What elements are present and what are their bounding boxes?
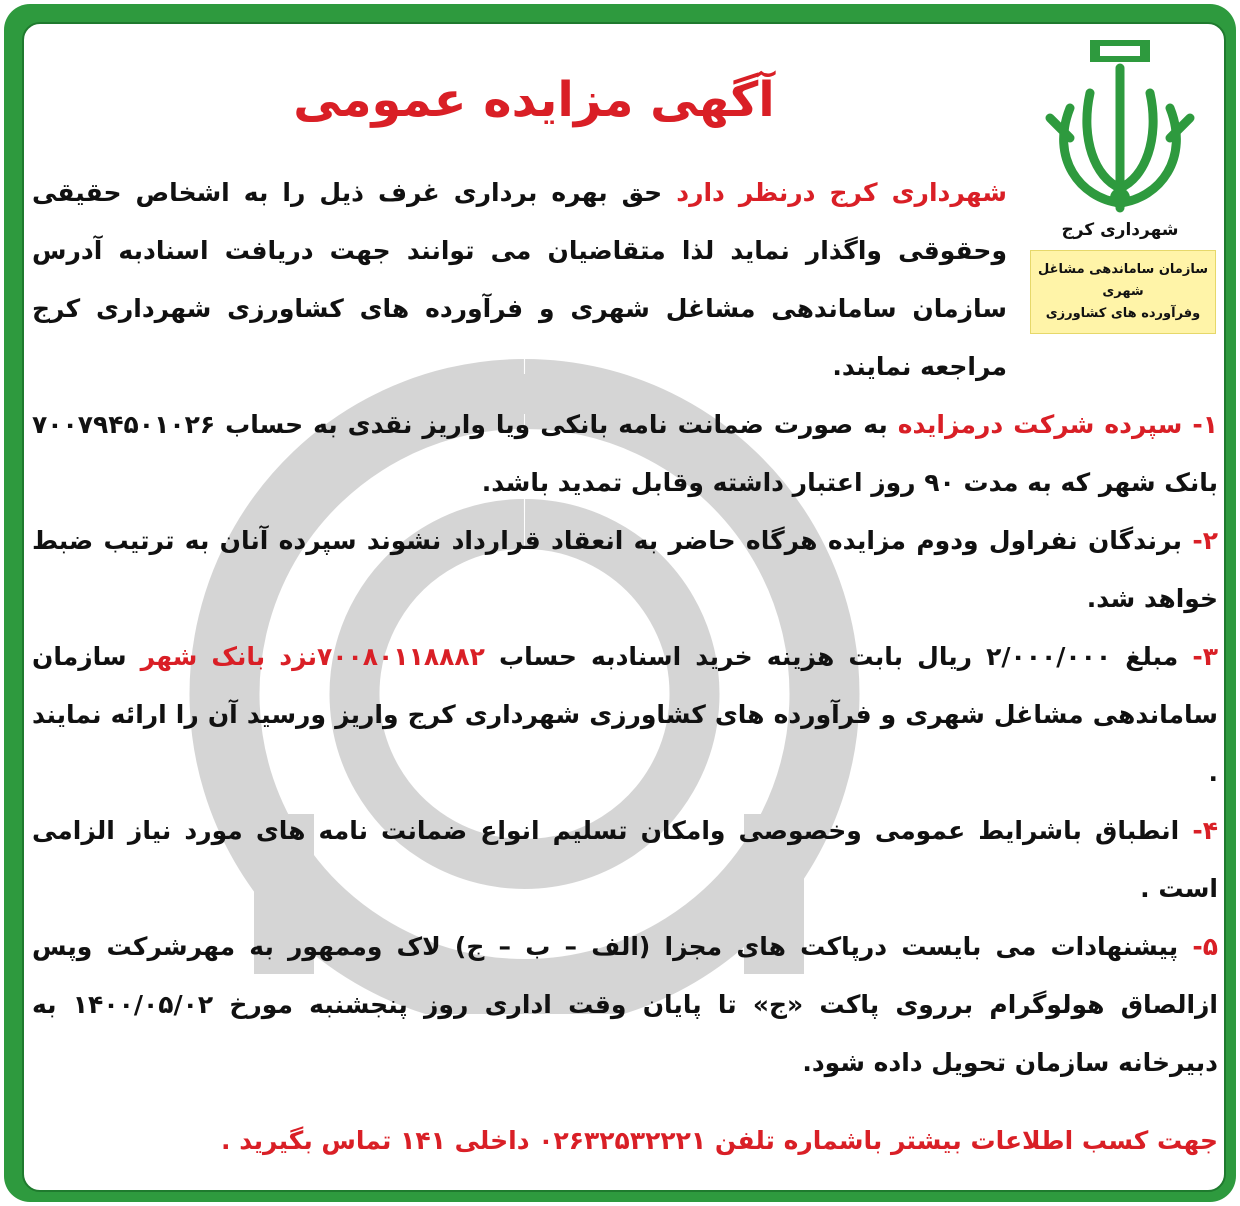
conditions-list	[32, 396, 1218, 1092]
item-highlight: سپرده شرکت درمزایده	[897, 410, 1183, 439]
intro-highlight: شهرداری کرج درنظر دارد	[676, 178, 1007, 207]
ad-body	[22, 22, 1226, 1192]
intro-paragraph	[32, 164, 1007, 396]
item-text: به صورت ضمانت نامه بانکی ویا واریز نقدی به حساب ۷۰۰۷۹۴۵۰۱۰۲۶ بانک شهر که به مدت ۹۰ روز اعتبار داشته وقابل تمدید باشد.	[32, 410, 1218, 497]
list-item	[32, 512, 1218, 628]
item-number: ۱-	[1192, 410, 1218, 439]
list-item	[32, 628, 1218, 802]
list-item	[32, 918, 1218, 1092]
logo-name: شهرداری کرج	[1061, 220, 1179, 240]
item-number: ۲-	[1192, 526, 1218, 555]
item-highlight: ۷۰۰۸۰۱۱۸۸۸۲نزد بانک شهر	[140, 642, 485, 671]
list-item	[32, 396, 1218, 512]
item-text: برندگان نفراول ودوم مزایده هرگاه حاضر به انعقاد قرارداد نشوند سپرده آنان به ترتیب ضبط خواهد شد.	[32, 526, 1218, 613]
item-text: انطباق باشرایط عمومی وخصوصی وامکان تسلیم انواع ضمانت نامه های مورد نیاز الزامی است .	[32, 816, 1218, 903]
ad-frame	[4, 4, 1236, 1202]
organization-box	[1030, 250, 1216, 334]
emblem-icon	[1030, 38, 1210, 218]
org-line-2: وفرآورده های کشاورزی	[1045, 306, 1201, 321]
item-text: پیشنهادات می بایست درپاکت های مجزا (الف – ب – ج) لاک وممهور به مهرشرکت وپس ازالصاق هولوگرام برروی پاکت «ج» تا پایان وقت اداری روز پنجشنبه مورخ ۱۴۰۰/۰۵/۰۲ به دبیرخانه سازمان تحویل داده شود.	[32, 932, 1218, 1077]
item-number: ۴-	[1192, 816, 1218, 845]
item-text: سازمان ساماندهی مشاغل شهری و فرآورده های کشاورزی شهرداری کرج واریز ورسید آن را ارائه نمایند .	[32, 642, 1218, 787]
item-number: ۵-	[1192, 932, 1218, 961]
list-item	[32, 802, 1218, 918]
intro-text: حق بهره برداری غرف ذیل را به اشخاص حقیقی وحقوقی واگذار نماید لذا متقاضیان می توانند جهت دریافت اسنادبه آدرس سازمان ساماندهی مشاغل شهری و فرآورده های کشاورزی شهرداری کرج مراجعه نمایند.	[32, 178, 1007, 381]
org-line-1: سازمان ساماندهی مشاغل شهری	[1037, 262, 1209, 299]
item-text: مبلغ ۲/۰۰۰/۰۰۰ ریال بابت هزینه خرید اسنادبه حساب	[498, 642, 1179, 671]
ad-title: آگهی مزایده عمومی	[293, 72, 775, 128]
item-number: ۳-	[1192, 642, 1218, 671]
contact-footer: جهت کسب اطلاعات بیشتر باشماره تلفن ۰۲۶۳۲۵۳۲۲۲۱ داخلی ۱۴۱ تماس بگیرید .	[221, 1126, 1218, 1155]
karaj-municipality-logo	[1030, 38, 1210, 334]
